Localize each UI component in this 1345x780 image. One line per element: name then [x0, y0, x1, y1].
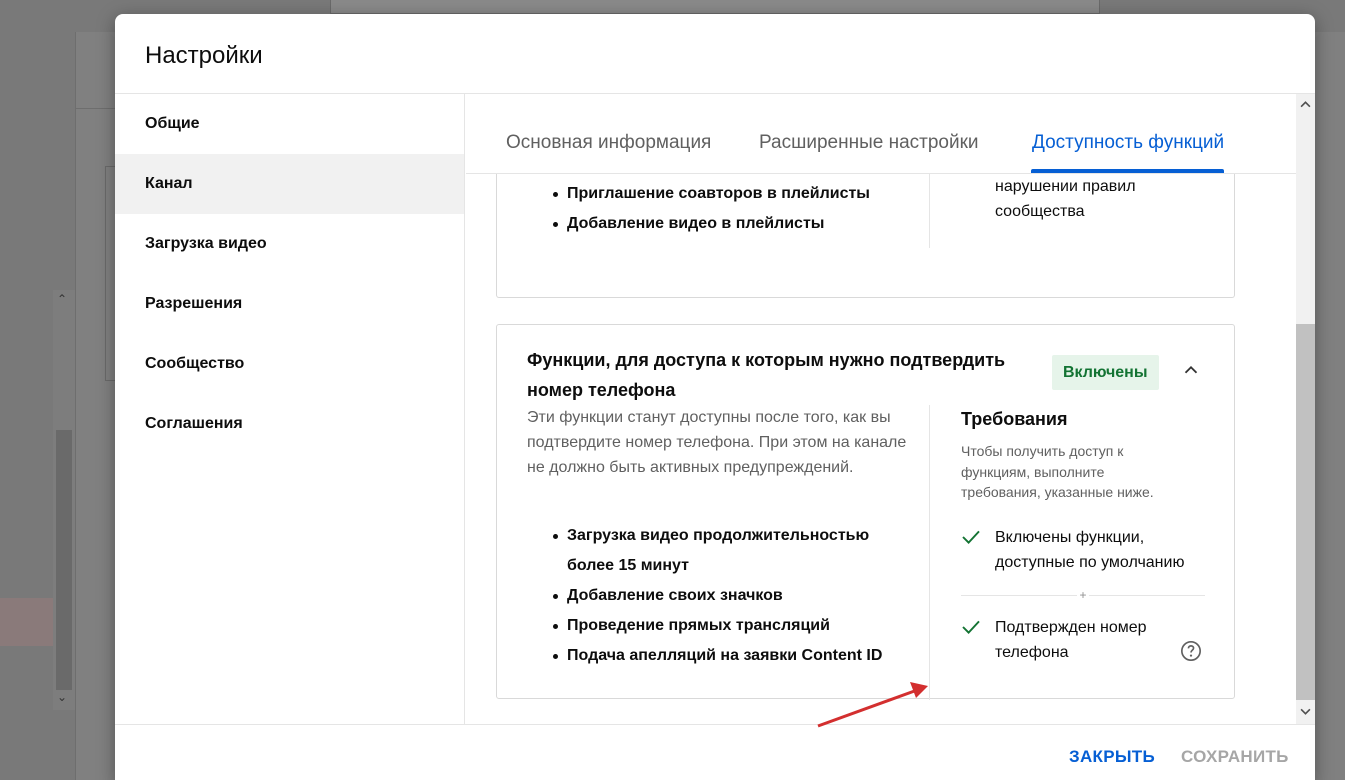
dialog-title: Настройки — [145, 42, 263, 69]
sidebar-item-label: Разрешения — [145, 295, 243, 312]
scroll-thumb[interactable] — [1296, 324, 1315, 700]
background-scroll-thumb — [56, 430, 72, 690]
chevron-up-icon[interactable] — [1180, 359, 1202, 381]
sidebar-item-upload-defaults[interactable] — [115, 214, 464, 274]
sidebar-item-label: Соглашения — [145, 415, 243, 432]
content-scrollbar[interactable] — [1296, 94, 1315, 724]
settings-sidebar — [115, 94, 465, 724]
channel-tabs — [466, 94, 1296, 174]
check-icon — [961, 619, 981, 635]
sidebar-item-channel[interactable] — [115, 154, 464, 214]
sidebar-item-label: Канал — [145, 175, 193, 192]
sidebar-item-general[interactable] — [115, 94, 464, 154]
close-button[interactable]: ЗАКРЫТЬ — [1069, 747, 1155, 766]
help-circle-icon[interactable] — [1180, 640, 1202, 662]
scroll-up-icon[interactable] — [1300, 99, 1311, 110]
tab-feature-eligibility[interactable]: Доступность функций — [1032, 132, 1225, 153]
tab-basic-info[interactable]: Основная информация — [506, 132, 712, 153]
active-tab-indicator — [1031, 169, 1224, 173]
sidebar-item-agreements[interactable] — [115, 394, 464, 454]
dialog-footer — [115, 724, 1315, 780]
requirements-subtitle: Чтобы получить доступ к функциям, выполните требования, указанные ниже. — [961, 443, 1154, 500]
settings-dialog — [115, 14, 1315, 780]
requirements-plus: + — [1077, 586, 1089, 604]
save-button[interactable]: СОХРАНИТЬ — [1181, 747, 1289, 766]
sidebar-item-community[interactable] — [115, 334, 464, 394]
list-item: Подача апелляций на заявки Content ID — [553, 641, 882, 671]
status-badge: Включены — [1052, 355, 1159, 390]
background-scroll-down-icon: ⌄ — [57, 690, 68, 704]
settings-content — [466, 94, 1315, 724]
list-item: Приглашение соавторов в плейлисты — [553, 179, 870, 209]
list-item: Добавление видео в плейлисты — [553, 209, 870, 239]
card-column-divider — [929, 405, 930, 700]
requirement-label: Включены функции, доступные по умолчанию — [995, 529, 1185, 571]
feature-list — [553, 521, 882, 671]
background-scrollbar — [53, 290, 75, 710]
requirement-text: нарушении правил сообщества — [995, 178, 1136, 220]
background-divider — [75, 108, 115, 109]
sidebar-item-label: Общие — [145, 115, 200, 132]
check-icon — [961, 529, 981, 545]
phone-verification-features-card — [496, 324, 1235, 699]
requirements-title: Требования — [961, 409, 1068, 429]
sidebar-item-permissions[interactable] — [115, 274, 464, 334]
background-scroll-up-icon: ⌃ — [57, 292, 68, 306]
card-description: Эти функции станут доступны после того, как вы подтвердите номер телефона. При этом на канале не должно быть активных предупреждений. — [527, 409, 907, 476]
tab-advanced-settings[interactable]: Расширенные настройки — [759, 132, 979, 153]
background-search-bar — [330, 0, 1100, 14]
scroll-down-icon[interactable] — [1300, 706, 1311, 717]
list-item: Проведение прямых трансляций — [553, 611, 882, 641]
sidebar-item-label: Сообщество — [145, 355, 245, 372]
sidebar-item-label: Загрузка видео — [145, 235, 267, 252]
background-highlight — [0, 598, 53, 646]
card-title: Функции, для доступа к которым нужно подтвердить номер телефона — [527, 350, 1006, 400]
list-item: Добавление своих значков — [553, 581, 882, 611]
requirement-label: Подтвержден номер телефона — [995, 619, 1147, 661]
list-item: Загрузка видео продолжительностью более 15 минут — [553, 521, 873, 581]
